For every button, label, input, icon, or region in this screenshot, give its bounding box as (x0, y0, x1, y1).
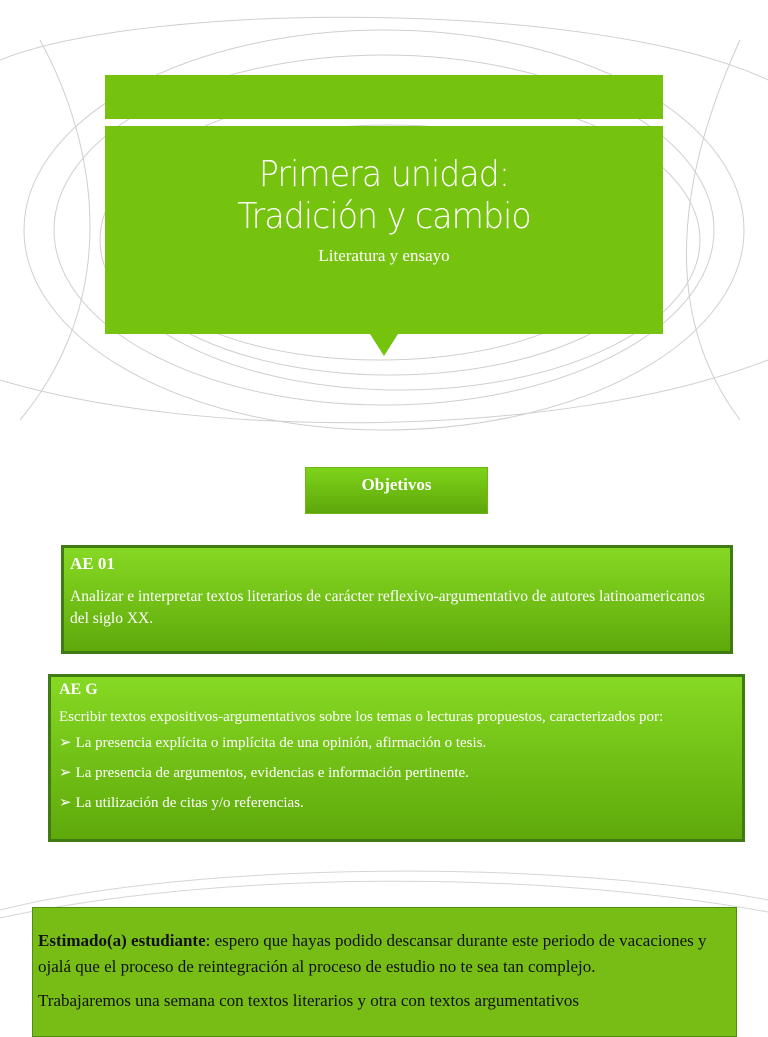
page-subtitle: Literatura y ensayo (318, 246, 450, 265)
list-item (59, 733, 734, 753)
objectives-button[interactable]: Objetivos (305, 467, 488, 514)
objective-card-ae01 (61, 545, 733, 654)
notice-next-paragraph: Trabajaremos una semana con textos literarios y otra con textos argumentativos (38, 991, 580, 1010)
title-top-strip (105, 75, 663, 119)
notice-text: : espero que hayas podido descansar durante este periodo de vacaciones y ojalá que el proceso de reintegración al proceso de estudio no te sea tan complejo. (38, 931, 707, 976)
list-item (59, 763, 734, 783)
title-box (105, 126, 663, 334)
title-pointer-arrow (370, 334, 398, 356)
page-title (127, 154, 640, 238)
objective-card-aeg (48, 674, 745, 842)
list-item (59, 793, 734, 813)
list-item-text: La presencia explícita o implícita de una opinión, afirmación o tesis. (75, 735, 487, 751)
notice-lead: Estimado(a) estudiante (38, 931, 206, 950)
list-item-text: La utilización de citas y/o referencias. (75, 795, 304, 811)
arrow-bullet-icon: ➢ (59, 765, 72, 781)
card-heading: AE G (59, 681, 98, 698)
list-item-text: La presencia de argumentos, evidencias e información pertinente. (75, 765, 469, 781)
card-text: Escribir textos expositivos-argumentativos sobre los temas o lecturas propuestos, caracterizados por: (59, 709, 664, 725)
title-line-2: Tradición y cambio (237, 196, 531, 237)
arrow-bullet-icon: ➢ (59, 795, 72, 811)
notice-paragraph (38, 928, 731, 980)
student-notice (32, 907, 737, 1037)
title-line-1: Primera unidad: (258, 154, 510, 195)
arrow-bullet-icon: ➢ (59, 735, 72, 751)
criteria-list (59, 733, 734, 813)
card-text: Analizar e interpretar textos literarios de carácter reflexivo-argumentativo de autores latinoamericanos del siglo XX. (70, 588, 705, 627)
card-heading: AE 01 (70, 554, 115, 573)
